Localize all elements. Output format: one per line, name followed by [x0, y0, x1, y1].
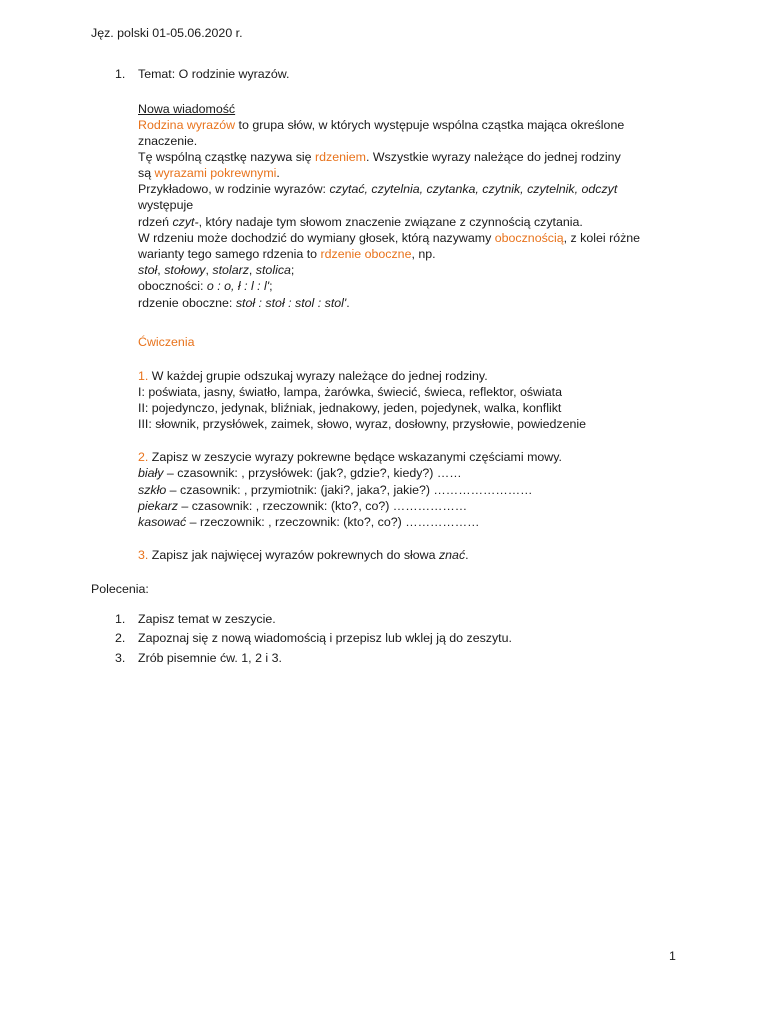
new-info-line: znaczenie.: [138, 134, 198, 148]
term-related-words: wyrazami pokrewnymi: [154, 166, 277, 180]
exercise-2-instruction: 2. Zapisz w zeszycie wyrazy pokrewne będące wskazanymi częściami mowy.: [138, 450, 562, 464]
instruction-item: Zrób pisemnie ćw. 1, 2 i 3.: [138, 651, 282, 665]
term-root: rdzeniem: [315, 150, 366, 164]
instruction-number: 2.: [115, 631, 126, 645]
exercise-3-number: 3.: [138, 548, 149, 562]
new-info-line: stoł, stołowy, stolarz, stolica;: [138, 263, 295, 277]
new-info-line: warianty tego samego rdzenia to rdzenie oboczne, np.: [138, 247, 436, 261]
instruction-number: 1.: [115, 612, 126, 626]
exercise-2-row: kasować – rzeczownik: , rzeczownik: (kto?, co?) ………………: [138, 515, 480, 529]
page-number: 1: [669, 949, 676, 963]
term-alternation: obocznością: [494, 231, 564, 245]
new-info-line: Tę wspólną cząstkę nazywa się rdzeniem. Wszystkie wyrazy należące do jednej rodziny: [138, 150, 621, 164]
document-header: Jęz. polski 01-05.06.2020 r.: [91, 26, 243, 40]
new-info-line: Rodzina wyrazów to grupa słów, w których występuje wspólna cząstka mająca określone: [138, 118, 625, 132]
exercise-1-group-1: I: poświata, jasny, światło, lampa, żarówka, świecić, świeca, reflektor, oświata: [138, 385, 562, 399]
new-info-line: Przykładowo, w rodzinie wyrazów: czytać, czytelnia, czytanka, czytnik, czytelnik, odczyt: [138, 182, 618, 196]
term-word-family: Rodzina wyrazów: [138, 118, 236, 132]
new-info-line: oboczności: o : o, ł : l : l';: [138, 279, 273, 293]
topic-number: 1.: [115, 67, 126, 81]
new-info-line: są wyrazami pokrewnymi.: [138, 166, 280, 180]
exercise-2-number: 2.: [138, 450, 149, 464]
instruction-number: 3.: [115, 651, 126, 665]
exercises-heading: Ćwiczenia: [138, 335, 195, 349]
topic-title: Temat: O rodzinie wyrazów.: [138, 67, 290, 81]
exercise-2-row: szkło – czasownik: , przymiotnik: (jaki?, jaka?, jakie?) ……………………: [138, 483, 533, 497]
new-info-line: rdzeń czyt-, który nadaje tym słowom znaczenie związane z czynnością czytania.: [138, 215, 583, 229]
exercise-1-group-3: III: słownik, przysłówek, zaimek, słowo, wyraz, dosłowny, przysłowie, powiedzenie: [138, 417, 587, 431]
instructions-heading: Polecenia:: [91, 582, 149, 596]
exercise-2-row: piekarz – czasownik: , rzeczownik: (kto?, co?) ………………: [138, 499, 468, 513]
new-info-line: rdzenie oboczne: stoł : stoł : stol : stol'.: [138, 296, 350, 310]
new-info-heading: Nowa wiadomość: [138, 102, 236, 116]
term-alternate-roots: rdzenie oboczne: [320, 247, 412, 261]
exercise-1-instruction: 1. W każdej grupie odszukaj wyrazy należące do jednej rodziny.: [138, 369, 488, 383]
new-info-line: występuje: [138, 198, 194, 212]
exercise-3-instruction: 3. Zapisz jak najwięcej wyrazów pokrewnych do słowa znać.: [138, 548, 469, 562]
instruction-item: Zapoznaj się z nową wiadomością i przepisz lub wklej ją do zeszytu.: [138, 631, 512, 645]
exercise-1-group-2: II: pojedynczo, jedynak, bliźniak, jednakowy, jeden, pojedynek, walka, konflikt: [138, 401, 562, 415]
instruction-item: Zapisz temat w zeszycie.: [138, 612, 276, 626]
exercise-1-number: 1.: [138, 369, 149, 383]
exercise-2-row: biały – czasownik: , przysłówek: (jak?, gdzie?, kiedy?) ……: [138, 466, 462, 480]
new-info-line: W rdzeniu może dochodzić do wymiany głosek, którą nazywamy obocznością, z kolei różne: [138, 231, 641, 245]
